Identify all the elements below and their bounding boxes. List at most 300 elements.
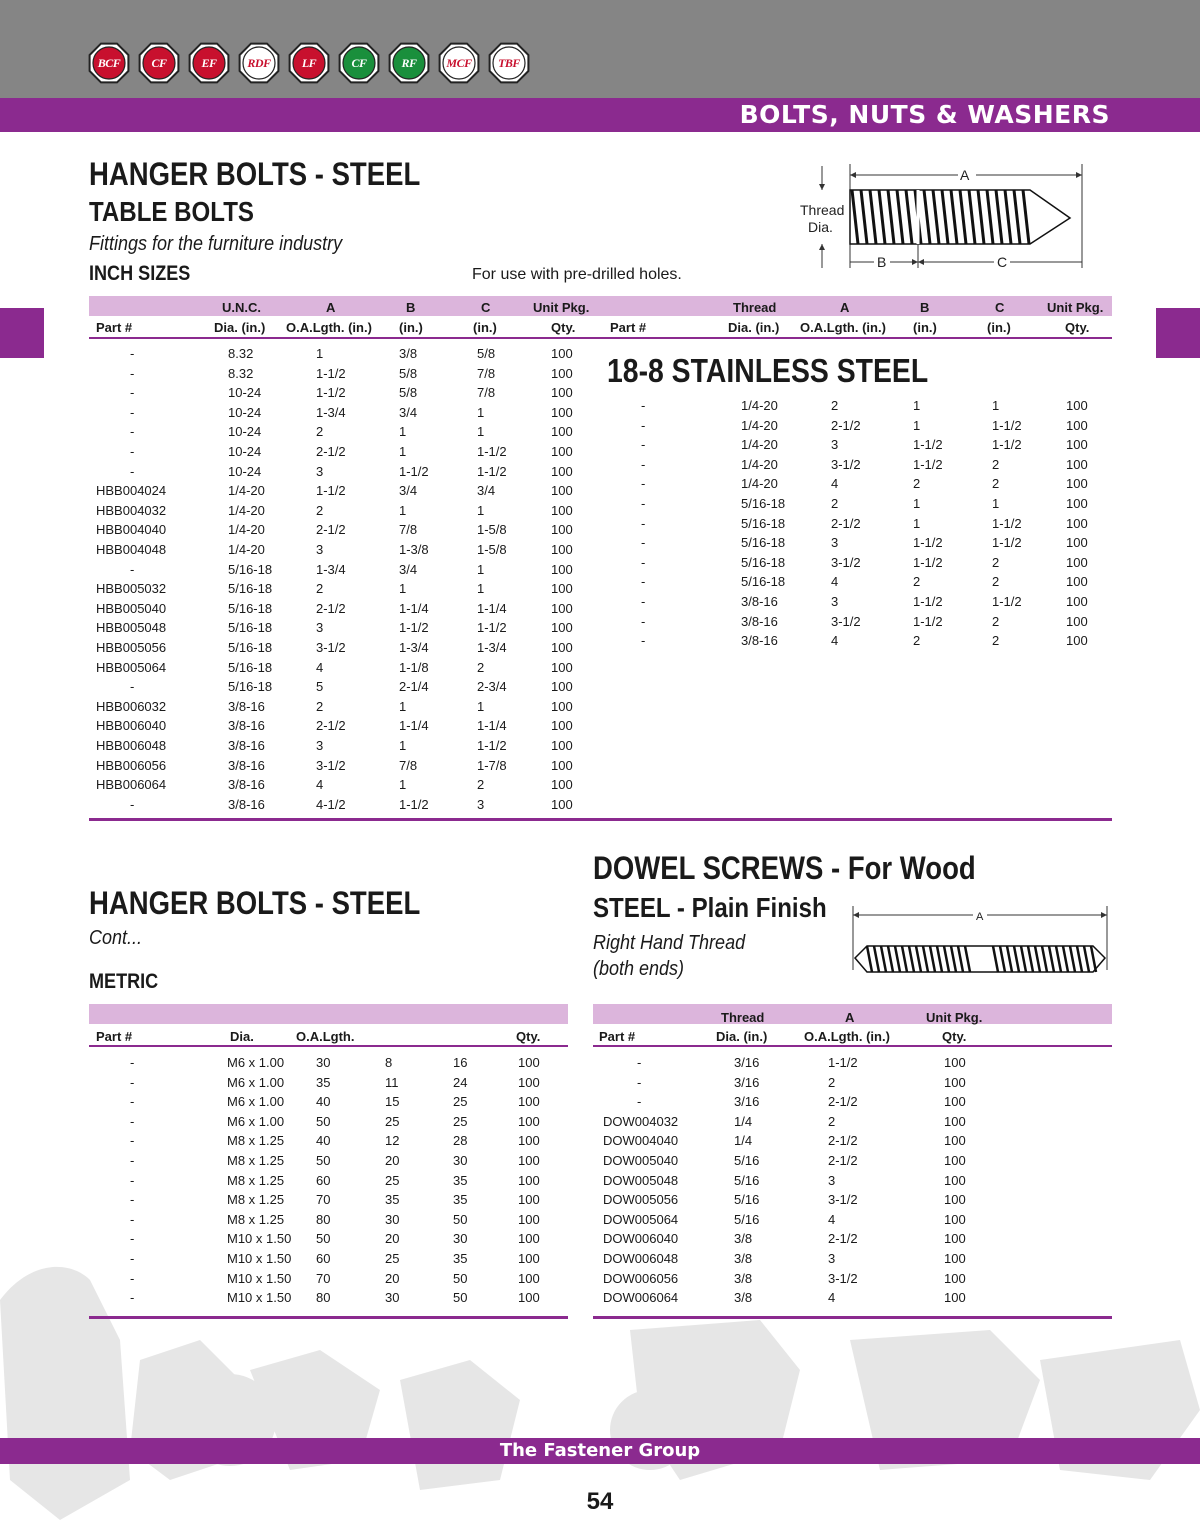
inch-table-row-cell: 1/4-20 xyxy=(228,522,265,538)
inch-table-row-cell: 1 xyxy=(477,502,485,518)
metric-table-row-cell: 100 xyxy=(518,1270,540,1286)
hanger-bolt-diagram xyxy=(790,160,1090,275)
dowel-subtitle: STEEL - Plain Finish xyxy=(593,892,827,923)
inch-table-row-cell: 1-3/8 xyxy=(399,542,429,557)
dowel-table-row-cell: 100 xyxy=(944,1094,966,1110)
brand-logo-icon xyxy=(186,40,232,86)
dowel-col-oalgth: O.A.Lgth. (in.) xyxy=(804,1029,890,1044)
brand-logo-icon xyxy=(486,40,532,86)
inch-table-row-cell: 1/4-20 xyxy=(228,483,265,499)
brand-logo-icon xyxy=(336,40,382,86)
metric-table-row-cell: 50 xyxy=(316,1153,331,1168)
metric-table-row-cell: 100 xyxy=(518,1231,540,1247)
dowel-table-row-cell: 100 xyxy=(944,1172,966,1188)
inch-table-row-cell: 1-1/2 xyxy=(316,483,346,499)
dowel-table-row-cell: 3/16 xyxy=(734,1074,760,1090)
hanger-metric-cont: Cont... xyxy=(89,927,143,949)
metric-table-row-cell: 30 xyxy=(385,1211,400,1227)
inch-table-row-cell: 8.32 xyxy=(228,365,254,381)
metric-table-row-cell: 100 xyxy=(518,1133,540,1149)
inch-table-row-cell: 100 xyxy=(551,738,573,753)
metric-table-row-cell: 100 xyxy=(518,1251,540,1266)
inch-table-row-cell: 10-24 xyxy=(228,463,262,479)
stainless-table-row-cell: 5/16-18 xyxy=(741,515,786,531)
inch-table-row-cell: 8.32 xyxy=(228,346,254,361)
inch-table-row-cell: 4 xyxy=(316,777,324,793)
stainless-table-row-cell: - xyxy=(641,515,646,531)
stainless-table-row-cell: - xyxy=(641,594,646,609)
side-tab-right xyxy=(1156,308,1200,358)
inch-table-row-cell: 100 xyxy=(551,365,573,381)
inch-table-row-cell: HBB005040 xyxy=(96,600,167,616)
metric-table-row-cell: 20 xyxy=(385,1153,400,1168)
metric-table-row-cell: 20 xyxy=(385,1231,400,1247)
stainless-table-row-cell: 2 xyxy=(831,398,839,413)
metric-table-row-cell: M6 x 1.00 xyxy=(227,1094,285,1110)
stainless-table-row-cell: 1-1/2 xyxy=(992,535,1022,551)
stainless-table-row-cell: 100 xyxy=(1066,398,1088,413)
dowel-table-row-cell: 2 xyxy=(828,1113,836,1129)
inch-table-row-cell: HBB004032 xyxy=(96,502,167,518)
stainless-table-row-cell: 1-1/2 xyxy=(913,613,943,629)
inch-table-row-cell: 10-24 xyxy=(228,385,262,401)
metric-table-row-cell: 40 xyxy=(316,1133,331,1149)
inch-table-row-cell: 1-3/4 xyxy=(399,640,429,655)
dowel-table-row-cell: 4 xyxy=(828,1290,836,1306)
metric-table-row-cell: 25 xyxy=(453,1094,468,1110)
inch-table-row-cell: 100 xyxy=(551,385,573,401)
dowel-table-row-cell: DOW005048 xyxy=(603,1172,679,1188)
brand-logo-icon xyxy=(386,40,432,86)
inch-table-row-cell: 3/8-16 xyxy=(228,738,265,753)
stainless-table-row-cell: 100 xyxy=(1066,633,1088,649)
inch-table-row-cell: 3/4 xyxy=(477,483,496,499)
inch-table-row-cell: 2-3/4 xyxy=(477,679,507,695)
metric-table-row-cell: 20 xyxy=(385,1270,400,1286)
metric-table-row-cell: M6 x 1.00 xyxy=(227,1113,285,1129)
inch-table-row-cell: 7/8 xyxy=(399,757,418,773)
inch-table-row-cell: 1-1/8 xyxy=(399,659,429,675)
usage-note: For use with pre-drilled holes. xyxy=(472,266,682,283)
metric-table-row-cell: 25 xyxy=(385,1113,400,1129)
stainless-table-row-cell: - xyxy=(641,633,646,649)
brand-logo-icon xyxy=(236,40,282,86)
dowel-table-row-cell: 5/16 xyxy=(734,1192,760,1208)
metric-table-row-cell: 50 xyxy=(316,1113,331,1129)
stainless-table-row-cell: 1/4-20 xyxy=(741,398,778,413)
dowel-table-row-cell: 5/16 xyxy=(734,1172,760,1188)
metric-table-row-cell: 70 xyxy=(316,1192,331,1208)
dowel-table-row-cell: 100 xyxy=(944,1251,966,1266)
metric-table-row-cell: - xyxy=(130,1231,135,1247)
metric-table-row-cell: - xyxy=(130,1055,135,1070)
inch-table-row-cell: 4-1/2 xyxy=(316,796,346,812)
inch-table-row-cell: 1-7/8 xyxy=(477,757,507,773)
stainless-table-row-cell: 1 xyxy=(913,398,921,413)
inch-table-row-cell: 3 xyxy=(477,796,485,812)
stainless-table-row-cell: 5/16-18 xyxy=(741,554,786,570)
inch-table-row-cell: 5/16-18 xyxy=(228,679,273,695)
inch-table-row-cell: 1/4-20 xyxy=(228,502,265,518)
inch-table-row-cell: 2-1/2 xyxy=(316,522,346,538)
inch-table-bottom-rule xyxy=(89,818,1112,821)
inch-table-row-cell: 5/8 xyxy=(399,365,418,381)
metric-table-row-cell: 30 xyxy=(316,1055,331,1070)
stainless-table-row-cell: 1 xyxy=(913,515,921,531)
dowel-table-row-cell: - xyxy=(637,1094,642,1110)
inch-table-row-cell: 100 xyxy=(551,463,573,479)
metric-table-row-cell: 100 xyxy=(518,1094,540,1110)
metric-table-row-cell: 100 xyxy=(518,1290,540,1306)
inch-table-row-cell: 5 xyxy=(316,679,324,695)
inch-table-row-cell: 100 xyxy=(551,659,573,675)
inch-table-row-cell: 1 xyxy=(477,698,485,714)
inch-table-row-cell: 100 xyxy=(551,561,573,577)
dowel-table-row-cell: 2 xyxy=(828,1074,836,1090)
inch-table-row-cell: HBB005064 xyxy=(96,659,167,675)
metric-table-row-cell: - xyxy=(130,1290,135,1306)
stainless-table-row-cell: - xyxy=(641,437,646,453)
dowel-table-row-cell: DOW005056 xyxy=(603,1192,679,1208)
ss-col-dia: Dia. (in.) xyxy=(728,320,780,335)
metric-table-row-cell: 50 xyxy=(453,1290,468,1306)
metric-table-row-cell: 50 xyxy=(316,1231,331,1247)
metric-table-row-cell: - xyxy=(130,1211,135,1227)
metric-table-row-cell: 60 xyxy=(316,1251,331,1266)
dowel-table-row-cell: 100 xyxy=(944,1133,966,1149)
metric-table-row-cell: M10 x 1.50 xyxy=(227,1270,292,1286)
ss-col-thread: Thread xyxy=(733,300,777,315)
inch-table-row-cell: 3 xyxy=(316,463,324,479)
dowel-table-header-rule xyxy=(593,1045,1112,1047)
metric-col-oalgth: O.A.Lgth. xyxy=(296,1029,355,1044)
stainless-table-row-cell: - xyxy=(641,456,646,472)
inch-table-row-cell: 1 xyxy=(399,698,407,714)
dowel-diagram-label-a: A xyxy=(976,911,984,923)
brand-logo-text: CF xyxy=(151,55,167,70)
inch-table-row-cell: 1-1/4 xyxy=(399,600,429,616)
ss-col-part: Part # xyxy=(610,320,647,335)
inch-table-row-cell: 5/8 xyxy=(477,346,496,361)
metric-table-row-cell: - xyxy=(130,1270,135,1286)
metric-table-row-cell: 35 xyxy=(453,1251,468,1266)
stainless-table-row-cell: 2 xyxy=(992,456,1000,472)
dowel-table-row-cell: 1/4 xyxy=(734,1133,753,1149)
stainless-table-row-cell: 1-1/2 xyxy=(913,456,943,472)
dowel-table-row-cell: 100 xyxy=(944,1055,966,1070)
inch-table-row-cell: 5/16-18 xyxy=(228,581,273,597)
stainless-table-row-cell: 1/4-20 xyxy=(741,417,778,433)
stainless-table-row-cell: 1-1/2 xyxy=(992,417,1022,433)
inch-table-row-cell: 7/8 xyxy=(399,522,418,538)
inch-table-row-cell: - xyxy=(130,796,135,812)
inch-table-row-cell: 100 xyxy=(551,777,573,793)
metric-table-row-cell: 11 xyxy=(385,1074,399,1090)
stainless-table-row-cell: 4 xyxy=(831,633,839,649)
stainless-table-row-cell: 1-1/2 xyxy=(992,437,1022,453)
dowel-table-row-cell: 1/4 xyxy=(734,1113,753,1129)
dowel-table-row-cell: 3/8 xyxy=(734,1231,753,1247)
dowel-table-row-cell: 5/16 xyxy=(734,1211,760,1227)
dowel-table-row-cell: 3/8 xyxy=(734,1290,753,1306)
metric-table-row-cell: 30 xyxy=(453,1231,468,1247)
inch-table-row-cell: 1-1/2 xyxy=(477,444,507,459)
side-tab-left xyxy=(0,308,44,358)
metric-table-bottom-rule xyxy=(89,1316,568,1319)
inch-table-row-cell: 1 xyxy=(477,424,485,440)
inch-table-row-cell: 3/8-16 xyxy=(228,777,265,793)
metric-table-row-cell: 28 xyxy=(453,1133,468,1149)
inch-table-row-cell: 2 xyxy=(316,424,324,440)
hanger-bolts-description: Fittings for the furniture industry xyxy=(89,233,343,255)
brand-logo-text: RDF xyxy=(247,55,271,70)
inch-table-row-cell: 100 xyxy=(551,698,573,714)
stainless-table-row-cell: 2-1/2 xyxy=(831,417,861,433)
dowel-table-row-cell: DOW006048 xyxy=(603,1251,679,1266)
dowel-table-row-cell: 5/16 xyxy=(734,1153,760,1168)
inch-table-row-cell: 1-3/4 xyxy=(477,640,507,655)
dowel-screw-diagram xyxy=(845,900,1115,985)
dowel-table-row-cell: DOW004040 xyxy=(603,1133,679,1149)
inch-table-row-cell: - xyxy=(130,424,135,440)
metric-table-row-cell: - xyxy=(130,1251,135,1266)
inch-table-row-cell: 1-1/2 xyxy=(316,365,346,381)
stainless-table-row-cell: 5/16-18 xyxy=(741,574,786,590)
metric-table-row-cell: 40 xyxy=(316,1094,331,1110)
stainless-table-row-cell: - xyxy=(641,613,646,629)
inch-table-row-cell: 100 xyxy=(551,444,573,459)
metric-table-row-cell: 25 xyxy=(385,1172,400,1188)
inch-table-row-cell: 3/8-16 xyxy=(228,718,265,734)
col-c: C xyxy=(481,300,491,315)
ss-col-a: A xyxy=(840,300,850,315)
inch-table-row-cell: 3 xyxy=(316,620,324,636)
stainless-table-row-cell: 100 xyxy=(1066,515,1088,531)
stainless-table-row-cell: 1/4-20 xyxy=(741,456,778,472)
table-bolts-subtitle: TABLE BOLTS xyxy=(89,196,254,227)
inch-table-row-cell: 100 xyxy=(551,757,573,773)
stainless-table-row-cell: 100 xyxy=(1066,476,1088,492)
diagram-label-b: B xyxy=(877,254,887,270)
brand-logo-text: CF xyxy=(351,55,367,70)
dowel-col-part: Part # xyxy=(599,1029,636,1044)
dowel-col-thread: Thread xyxy=(721,1010,765,1025)
inch-table-row-cell: 2 xyxy=(477,777,485,793)
inch-table-row-cell: 100 xyxy=(551,718,573,734)
dowel-table-row-cell: 3 xyxy=(828,1172,836,1188)
inch-table-row-cell: - xyxy=(130,385,135,401)
inch-table-row-cell: HBB004024 xyxy=(96,483,167,499)
stainless-table-row-cell: 1-1/2 xyxy=(992,594,1022,609)
inch-table-row-cell: 100 xyxy=(551,522,573,538)
inch-table-row-cell: 1-5/8 xyxy=(477,522,507,538)
inch-table-row-cell: 7/8 xyxy=(477,365,496,381)
dowel-right-hand: Right Hand Thread xyxy=(593,932,746,954)
stainless-table-row-cell: - xyxy=(641,535,646,551)
stainless-table-row-cell: - xyxy=(641,476,646,492)
dowel-table-row-cell: 100 xyxy=(944,1074,966,1090)
metric-table-row-cell: M10 x 1.50 xyxy=(227,1251,292,1266)
dowel-table-row-cell: 3/8 xyxy=(734,1251,753,1266)
inch-table-row-cell: 7/8 xyxy=(477,385,496,401)
inch-table-row-cell: 3/8-16 xyxy=(228,698,265,714)
inch-table-row-cell: - xyxy=(130,365,135,381)
inch-table-row-cell: 1-1/2 xyxy=(399,620,429,636)
dowel-table-row-cell: 100 xyxy=(944,1113,966,1129)
stainless-table-row-cell: 1 xyxy=(913,496,921,511)
stainless-table-row-cell: 1 xyxy=(913,417,921,433)
stainless-table-row-cell: 1-1/2 xyxy=(913,594,943,609)
metric-table-row-cell: M6 x 1.00 xyxy=(227,1055,285,1070)
dowel-table-row-cell: 100 xyxy=(944,1270,966,1286)
stainless-table-row-cell: 1-1/2 xyxy=(913,535,943,551)
inch-table-row-cell: 3/8 xyxy=(399,346,418,361)
metric-table-row-cell: 100 xyxy=(518,1055,540,1070)
stainless-table-row-cell: 3-1/2 xyxy=(831,613,861,629)
diagram-label-a: A xyxy=(960,167,970,183)
inch-table-row-cell: 1-1/2 xyxy=(477,738,507,753)
dowel-both-ends: (both ends) xyxy=(593,958,685,980)
metric-table-row-cell: 30 xyxy=(453,1153,468,1168)
dowel-table-row-cell: - xyxy=(637,1074,642,1090)
dowel-table-bottom-rule xyxy=(593,1316,1112,1319)
inch-table-row-cell: 1-1/4 xyxy=(399,718,429,734)
col-c-in: (in.) xyxy=(473,320,497,335)
inch-table-row-cell: 100 xyxy=(551,796,573,812)
inch-table-row-cell: 1 xyxy=(477,581,485,597)
stainless-table-row-cell: 1-1/2 xyxy=(913,554,943,570)
inch-table-row-cell: - xyxy=(130,444,135,459)
metric-table-row-cell: - xyxy=(130,1074,135,1090)
inch-table-row-cell: HBB006048 xyxy=(96,738,167,753)
inch-table-row-cell: 3/4 xyxy=(399,404,418,420)
col-unit-pkg: Unit Pkg. xyxy=(533,300,590,315)
inch-table-row-cell: 1-1/2 xyxy=(316,385,346,401)
inch-table-row-cell: 2-1/2 xyxy=(316,600,346,616)
stainless-table-row-cell: 1/4-20 xyxy=(741,437,778,453)
inch-table-row-cell: 2-1/2 xyxy=(316,718,346,734)
metric-table-row-cell: 100 xyxy=(518,1192,540,1208)
inch-table-row-cell: 100 xyxy=(551,404,573,420)
stainless-table-row-cell: - xyxy=(641,496,646,511)
inch-table-row-cell: 1/4-20 xyxy=(228,542,265,557)
inch-table-row-cell: HBB005032 xyxy=(96,581,167,597)
inch-table-row-cell: 1-1/4 xyxy=(477,718,507,734)
metric-table-row-cell: - xyxy=(130,1172,135,1188)
inch-table-row-cell: 100 xyxy=(551,600,573,616)
inch-table-row-cell: - xyxy=(130,561,135,577)
inch-table-row-cell: 1-1/2 xyxy=(477,620,507,636)
inch-table-row-cell: 3 xyxy=(316,542,324,557)
inch-table-row-cell: 1-3/4 xyxy=(316,561,346,577)
inch-table-row-cell: 2 xyxy=(316,581,324,597)
dowel-table-row-cell: 1-1/2 xyxy=(828,1055,858,1070)
dowel-table-row-cell: 100 xyxy=(944,1211,966,1227)
inch-table-row-cell: 2-1/4 xyxy=(399,679,429,695)
inch-table-row-cell: HBB004040 xyxy=(96,522,167,538)
inch-table-row-cell: 100 xyxy=(551,640,573,655)
dowel-title: DOWEL SCREWS - For Wood xyxy=(593,850,976,886)
metric-table-row-cell: 12 xyxy=(385,1133,400,1149)
inch-table-row-cell: 5/16-18 xyxy=(228,659,273,675)
metric-table-row-cell: - xyxy=(130,1113,135,1129)
metric-col-qty: Qty. xyxy=(516,1029,541,1044)
brand-logo-text: BCF xyxy=(97,55,121,70)
inch-table-header-rule xyxy=(89,337,1112,339)
inch-table-row-cell: 100 xyxy=(551,502,573,518)
metric-table-row-cell: - xyxy=(130,1153,135,1168)
stainless-table-row-cell: - xyxy=(641,574,646,590)
footer-company: The Fastener Group xyxy=(499,1440,701,1461)
diagram-label-c: C xyxy=(997,254,1008,270)
inch-table-row-cell: 10-24 xyxy=(228,444,262,459)
metric-table-row-cell: M8 x 1.25 xyxy=(227,1172,285,1188)
dowel-col-qty: Qty. xyxy=(942,1029,967,1044)
dowel-table-row-cell: 3/16 xyxy=(734,1094,760,1110)
stainless-table-row-cell: - xyxy=(641,398,646,413)
stainless-table-row-cell: 2 xyxy=(913,633,921,649)
metric-table-row-cell: M10 x 1.50 xyxy=(227,1231,292,1247)
stainless-table-row-cell: 100 xyxy=(1066,594,1088,609)
dowel-table-row-cell: 100 xyxy=(944,1153,966,1168)
diagram-label-thread: Thread xyxy=(800,202,845,218)
stainless-table-row-cell: 4 xyxy=(831,574,839,590)
metric-table-row-cell: M10 x 1.50 xyxy=(227,1290,292,1306)
inch-table-row-cell: HBB006064 xyxy=(96,777,167,793)
ss-col-c: C xyxy=(995,300,1005,315)
metric-table-row-cell: 35 xyxy=(385,1192,400,1208)
metric-col-dia: Dia. xyxy=(230,1029,254,1044)
stainless-table-row-cell: 1 xyxy=(992,398,1000,413)
brand-logo-text: EF xyxy=(201,55,217,70)
inch-sizes-label: INCH SIZES xyxy=(89,262,191,285)
stainless-table-row-cell: - xyxy=(641,417,646,433)
metric-table-row-cell: 35 xyxy=(453,1172,468,1188)
inch-table-row-cell: HBB006032 xyxy=(96,698,167,714)
brand-logo-icon xyxy=(286,40,332,86)
dowel-col-unit-pkg: Unit Pkg. xyxy=(926,1010,983,1025)
metric-table-row-cell: M8 x 1.25 xyxy=(227,1133,285,1149)
inch-table-row-cell: 3/8-16 xyxy=(228,757,265,773)
stainless-table-row-cell: 3/8-16 xyxy=(741,633,778,649)
inch-table-row-cell: 3/4 xyxy=(399,483,418,499)
ss-col-qty: Qty. xyxy=(1065,320,1090,335)
metric-col-part: Part # xyxy=(96,1029,133,1044)
metric-table-row-cell: 16 xyxy=(453,1055,468,1070)
stainless-table-row-cell: 100 xyxy=(1066,554,1088,570)
inch-table-row-cell: 1 xyxy=(477,561,485,577)
stainless-table-row-cell: 3 xyxy=(831,437,839,453)
inch-table-row-cell: - xyxy=(130,346,135,361)
category-title: BOLTS, NUTS & WASHERS xyxy=(739,100,1110,129)
metric-table-row-cell: 25 xyxy=(385,1251,400,1266)
dowel-table-row-cell: 2-1/2 xyxy=(828,1153,858,1168)
col-oalgth: O.A.Lgth. (in.) xyxy=(286,320,372,335)
dowel-table-row-cell: DOW005064 xyxy=(603,1211,679,1227)
dowel-col-a: A xyxy=(845,1010,855,1025)
stainless-table-row-cell: 100 xyxy=(1066,417,1088,433)
hanger-metric-title: HANGER BOLTS - STEEL xyxy=(89,885,421,921)
brand-logo-text: MCF xyxy=(446,55,472,70)
inch-table-row-cell: 1-1/2 xyxy=(399,463,429,479)
inch-table-row-cell: HBB005056 xyxy=(96,640,167,655)
metric-table-row-cell: 35 xyxy=(316,1074,331,1090)
metric-table-row-cell: M8 x 1.25 xyxy=(227,1192,285,1208)
dowel-table-row-cell: DOW006064 xyxy=(603,1290,679,1306)
dowel-table-row-cell: 4 xyxy=(828,1211,836,1227)
brand-logo-icon xyxy=(136,40,182,86)
metric-table-row-cell: 100 xyxy=(518,1211,540,1227)
